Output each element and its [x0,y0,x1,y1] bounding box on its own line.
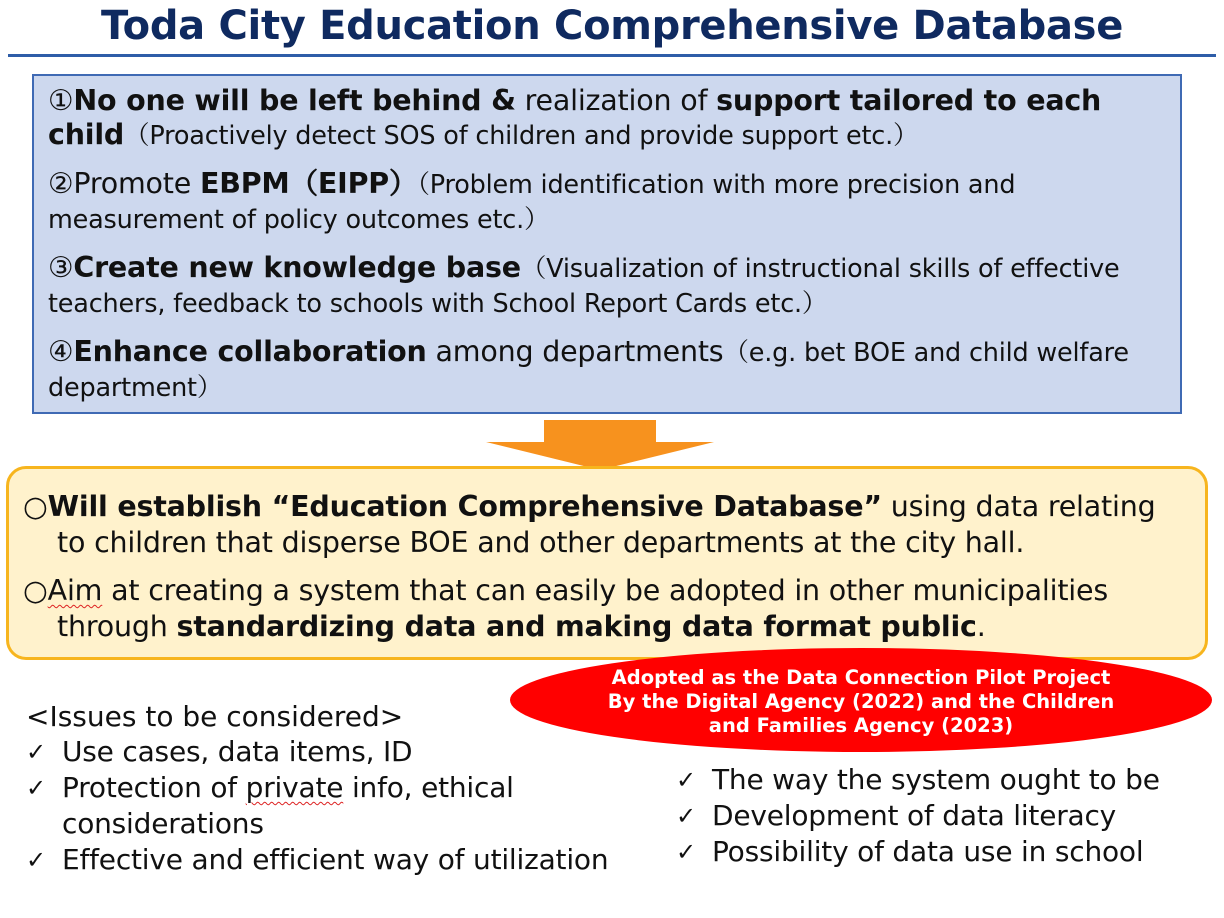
badge-line: Adopted as the Data Connection Pilot Project [611,666,1111,689]
check-icon: ✓ [676,766,696,794]
goal-marker: ① [48,84,74,117]
page-title: Toda City Education Comprehensive Database [100,3,1124,49]
result-text: through [57,610,177,643]
result-text: to children that disperse BOE and other departments at the city hall. [57,526,1025,559]
result-emphasis: Will establish “Education Comprehensive Database” [47,490,882,523]
issue-item [676,798,1216,834]
issue-item [26,734,666,770]
issue-item [676,834,1216,870]
result-text: at creating a system that can easily be adopted in other municipalities [102,574,1109,607]
goal-emphasis: Create new knowledge base [73,251,521,284]
result-marker: ○ [23,574,48,607]
check-icon: ✓ [676,838,696,866]
result-box [6,466,1208,660]
goal-item-2 [48,167,1168,237]
goal-detail: （Visualization of instructional skills of effective teachers, feedback to schools with School Report Cards etc.） [48,254,1120,319]
goal-detail: （Proactively detect SOS of children and provide support etc.） [124,121,919,151]
issue-item [676,762,1216,798]
issues-heading: <Issues to be considered> [26,700,404,733]
goal-text: among departments [426,335,724,368]
goal-emphasis: No one will be left behind & [73,84,516,117]
title-divider [8,54,1216,57]
result-text: using data relating [881,490,1156,523]
issue-text: Development of data literacy [712,799,1117,832]
check-icon: ✓ [26,846,46,874]
badge-line: By the Digital Agency (2022) and the Children [607,690,1115,713]
result-marker: ○ [23,490,48,523]
goal-item-4 [48,335,1168,405]
result-line [23,489,1193,525]
goal-item-1 [48,84,1168,153]
badge-line: and Families Agency (2023) [708,714,1014,737]
goal-marker: ④ [48,335,74,368]
result-text: . [976,610,986,643]
check-icon: ✓ [676,802,696,830]
issues-list-right [676,762,1216,870]
check-icon: ✓ [26,774,46,802]
result-line [23,573,1193,609]
issue-text: Protection of [62,771,246,804]
issue-text: The way the system ought to be [712,763,1160,796]
goal-emphasis: EBPM（EIPP） [199,167,418,200]
result-line [23,609,1193,645]
issues-list-left [26,734,666,878]
goal-emphasis: support tailored to each child [48,84,1102,151]
result-item-2 [23,573,1193,645]
goal-emphasis: Enhance collaboration [73,335,427,368]
goal-item-3 [48,251,1168,321]
down-arrow-shape [486,420,714,470]
result-emphasis: standardizing data and making data format public [176,610,977,643]
issue-item [26,842,666,878]
goal-text: Promote [73,167,200,200]
issue-text: info, ethical considerations [62,771,514,840]
check-icon: ✓ [26,738,46,766]
spellcheck-word: Aim [47,574,103,607]
issue-text: Effective and efficient way of utilization [62,843,609,876]
spellcheck-word: private [245,771,344,804]
goal-marker: ② [48,167,74,200]
goal-detail: （e.g. bet BOE and child welfare department） [48,338,1129,403]
issue-item [26,770,666,842]
goal-text: realization of [515,84,717,117]
down-arrow-icon [486,420,714,470]
goals-box [32,74,1182,414]
goal-marker: ③ [48,251,74,284]
result-item-1 [23,489,1193,561]
issue-text: Possibility of data use in school [712,835,1144,868]
issue-text: Use cases, data items, ID [62,735,413,768]
goal-detail: （Problem identification with more precision and measurement of policy outcomes etc.） [48,170,1016,235]
